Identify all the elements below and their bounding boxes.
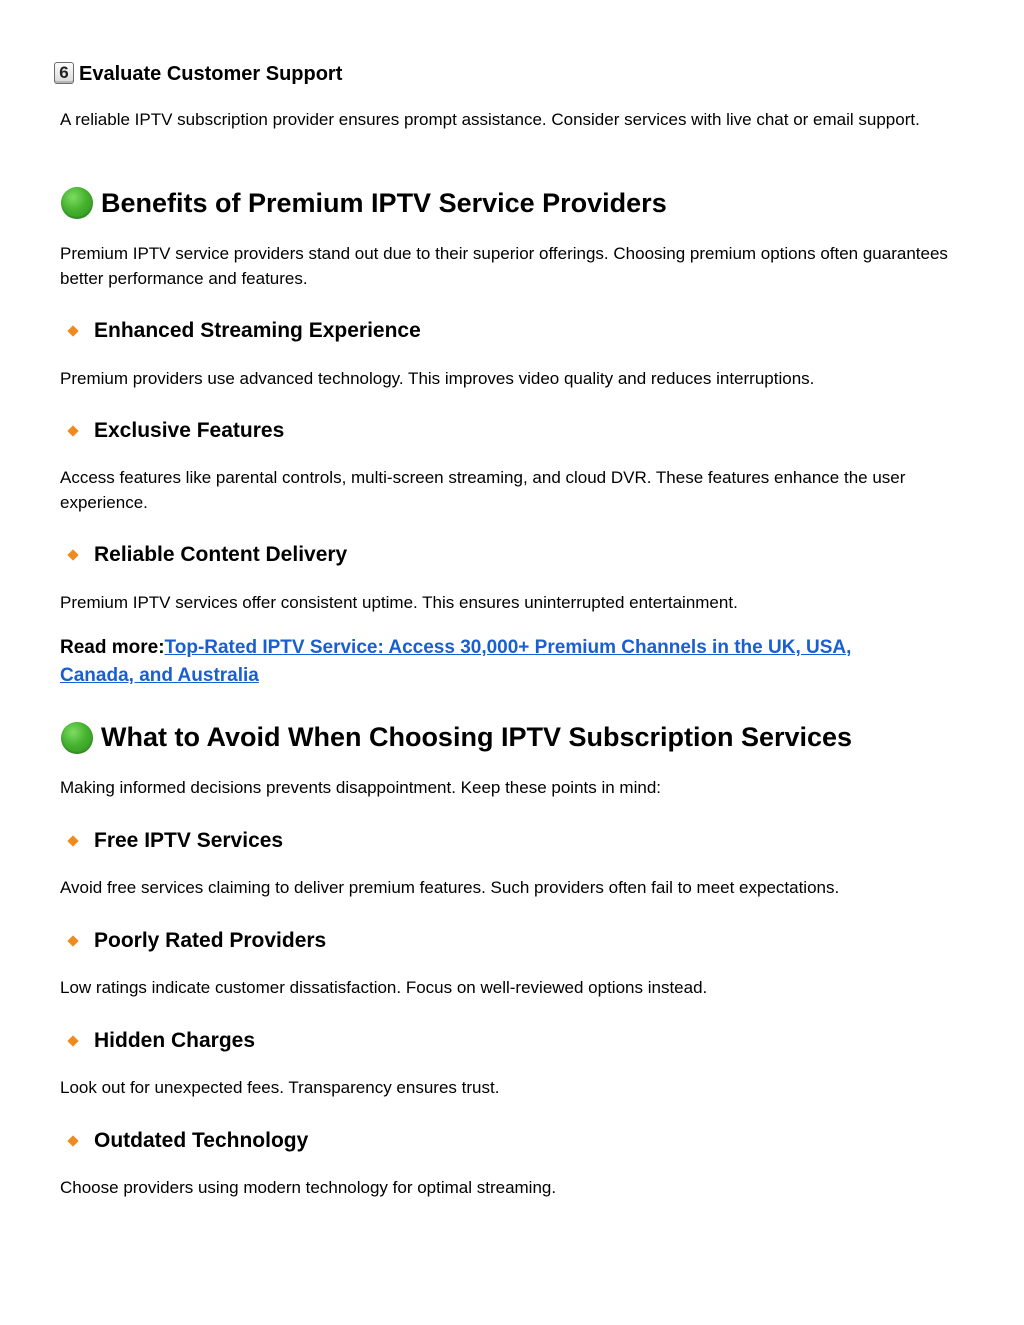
section-heading-customer-support: Evaluate Customer Support (79, 63, 343, 85)
section-heading-benefits: Benefits of Premium IPTV Service Providers (101, 188, 667, 218)
subheading-enhanced-streaming: Enhanced Streaming Experience (94, 319, 421, 342)
orange-diamond-icon (67, 835, 78, 846)
read-more-label: Read more: (60, 637, 165, 658)
keycap-6-icon: 6 (54, 62, 74, 84)
paragraph-hidden-charges: Look out for unexpected fees. Transparency ensures trust. (60, 1078, 500, 1097)
orange-diamond-icon (67, 935, 78, 946)
orange-diamond-icon (67, 549, 78, 560)
orange-diamond-icon (67, 1135, 78, 1146)
subheading-poorly-rated: Poorly Rated Providers (94, 929, 327, 952)
paragraph-outdated-tech: Choose providers using modern technology for optimal streaming. (60, 1178, 557, 1197)
green-circle-icon (61, 722, 93, 754)
paragraph-customer-support: A reliable IPTV subscription provider ensures prompt assistance. Consider services with live chat or email support. (60, 110, 920, 129)
orange-diamond-icon (67, 325, 78, 336)
paragraph-exclusive-features: Access features like parental controls, multi-screen streaming, and cloud DVR. These features enhance the user experience. (60, 468, 906, 512)
subheading-hidden-charges: Hidden Charges (94, 1029, 256, 1052)
subheading-free-iptv: Free IPTV Services (94, 829, 284, 852)
section-heading-avoid: What to Avoid When Choosing IPTV Subscription Services (101, 722, 853, 752)
paragraph-reliable-delivery: Premium IPTV services offer consistent uptime. This ensures uninterrupted entertainment. (60, 593, 738, 612)
paragraph-benefits-intro: Premium IPTV service providers stand out due to their superior offerings. Choosing premium options often guarantees better performance and features. (60, 244, 948, 288)
orange-diamond-icon (67, 1035, 78, 1046)
paragraph-enhanced-streaming: Premium providers use advanced technology. This improves video quality and reduces interruptions. (60, 369, 815, 388)
read-more (60, 634, 920, 690)
subheading-reliable-delivery: Reliable Content Delivery (94, 543, 348, 566)
subheading-outdated-tech: Outdated Technology (94, 1129, 309, 1152)
paragraph-avoid-intro: Making informed decisions prevents disappointment. Keep these points in mind: (60, 778, 662, 797)
subheading-exclusive-features: Exclusive Features (94, 419, 285, 442)
orange-diamond-icon (67, 425, 78, 436)
paragraph-poorly-rated: Low ratings indicate customer dissatisfaction. Focus on well-reviewed options instead. (60, 978, 708, 997)
read-more-link[interactable]: Top-Rated IPTV Service: Access 30,000+ Premium Channels in the UK, USA, Canada, and Australia (60, 637, 852, 686)
paragraph-free-iptv: Avoid free services claiming to deliver premium features. Such providers often fail to meet expectations. (60, 878, 840, 897)
green-circle-icon (61, 187, 93, 219)
